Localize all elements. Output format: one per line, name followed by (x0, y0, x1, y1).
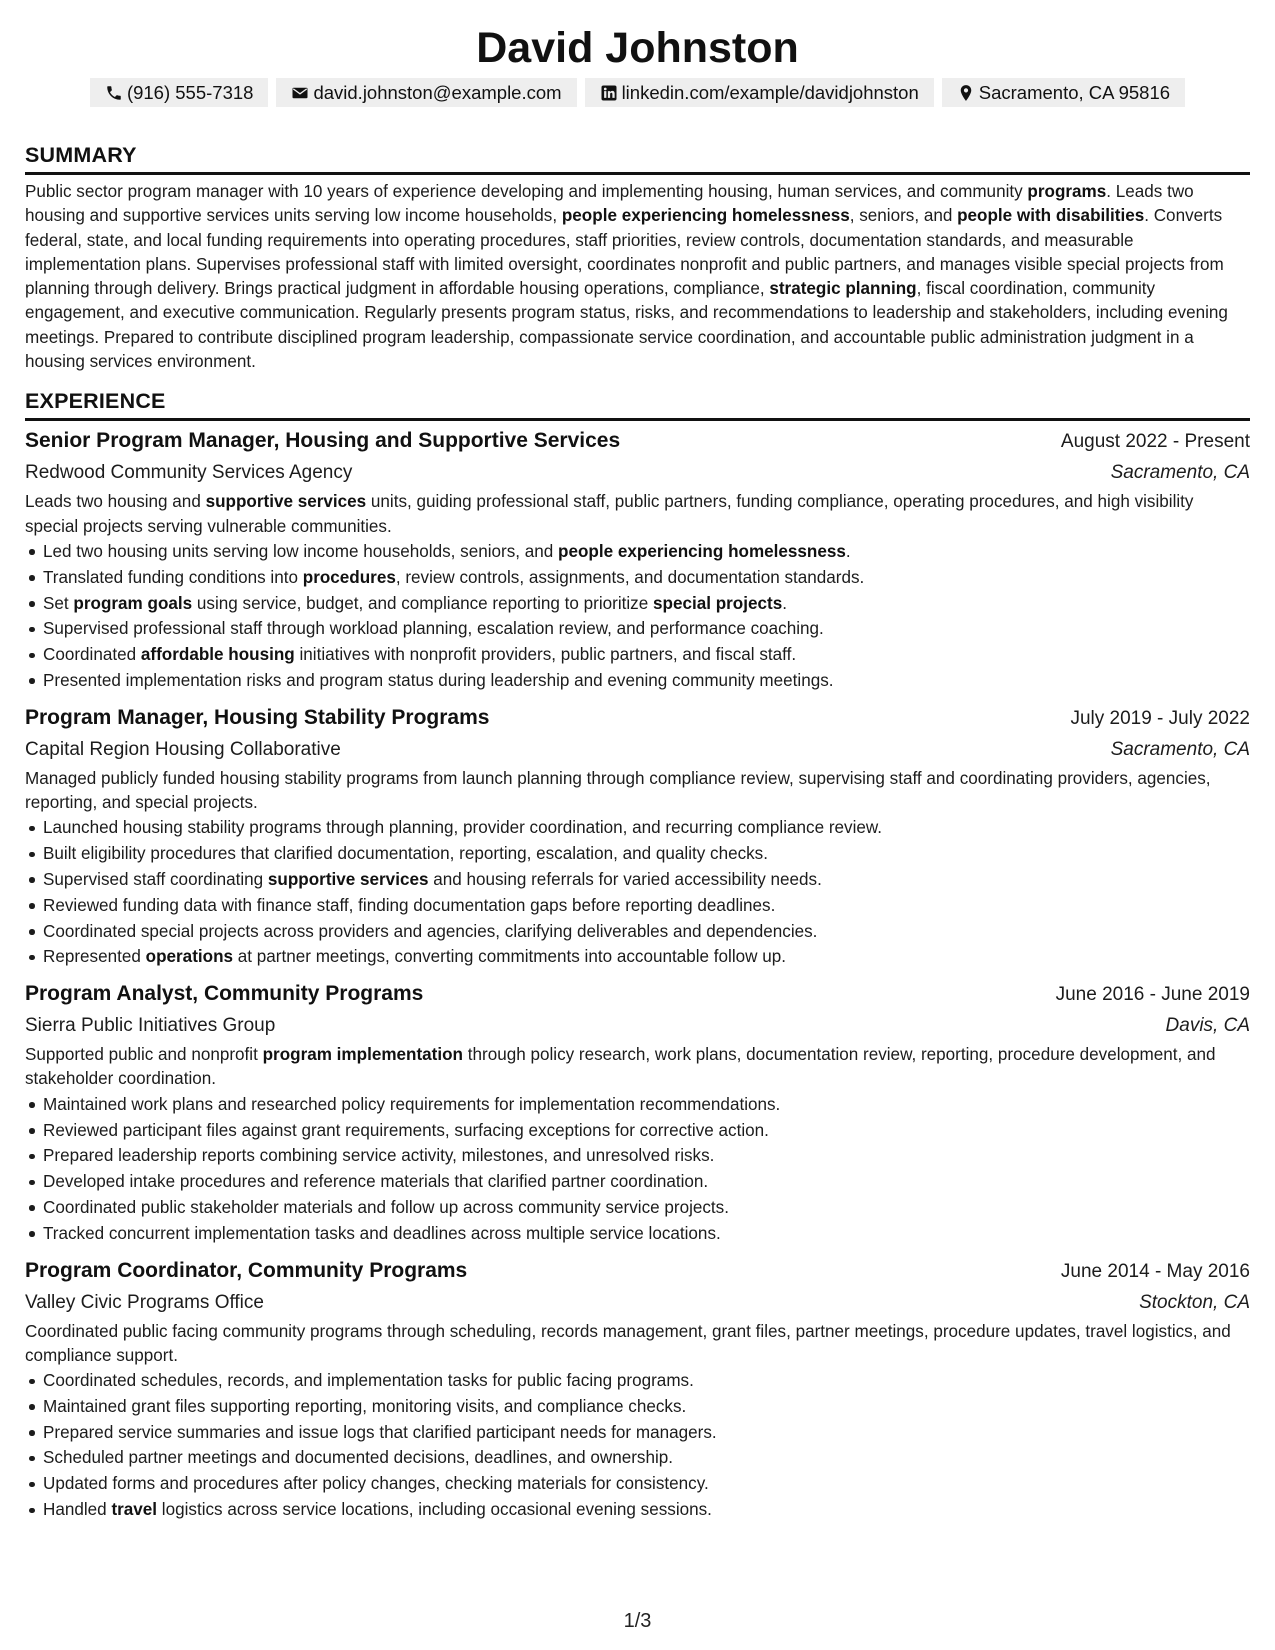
job-description (25, 490, 1250, 539)
text-run: Tracked concurrent implementation tasks and deadlines across multiple service locations. (43, 1223, 721, 1243)
bold-keyword: people experiencing homelessness (558, 541, 846, 561)
text-run: Supported public and nonprofit (25, 1045, 263, 1065)
job-location: Davis, CA (1165, 1015, 1250, 1037)
job-bullet (43, 867, 1250, 893)
bold-keyword: supportive services (205, 492, 367, 512)
bold-keyword: supportive services (267, 869, 429, 889)
job-bullet (43, 668, 1250, 694)
bold-keyword: programs (1027, 182, 1107, 201)
bold-keyword: people with disabilities (957, 206, 1145, 226)
text-run: and housing referrals for varied accessibility needs. (428, 869, 822, 889)
text-run: logistics across service locations, including occasional evening sessions. (157, 1500, 712, 1520)
text-run: , seniors, and (849, 206, 958, 226)
text-run: Reviewed participant files against grant requirements, surfacing exceptions for corrective action. (43, 1120, 769, 1140)
contact-phone[interactable] (90, 78, 269, 107)
text-run: Built eligibility procedures that clarified documentation, reporting, escalation, and quality checks. (43, 844, 768, 864)
experience-heading: EXPERIENCE (25, 388, 1250, 421)
job-bullet (43, 1445, 1250, 1471)
map-pin-icon (957, 84, 975, 102)
job-org-row (25, 457, 1250, 488)
summary-section (25, 142, 1250, 374)
job-dates: July 2019 - July 2022 (1070, 707, 1250, 729)
text-run: Represented (43, 947, 146, 967)
job-bullet (43, 893, 1250, 919)
job-bullet (43, 616, 1250, 642)
job-title: Program Coordinator, Community Programs (25, 1258, 468, 1282)
job-entry (25, 703, 1250, 970)
job-bullet (43, 919, 1250, 945)
resume-page (25, 0, 1250, 1532)
text-run: Developed intake procedures and reference materials that clarified partner coordination. (43, 1172, 709, 1192)
text-run: Updated forms and procedures after policy changes, checking materials for consistency. (43, 1474, 709, 1494)
linkedin-icon (600, 84, 618, 102)
contact-linkedin-text: linkedin.com/example/davidjohnston (621, 81, 919, 103)
contact-bar (25, 78, 1250, 107)
text-run: , fiscal coordination, community engagement, and executive communication. Regularly presents program status, risks, and recommendations to leadership and stakeholders, including evening meetings. Prepared to contribute disciplined program leadership, compassionate service coordination, and accountable public administration judgment in a housing services environment. (25, 279, 1228, 372)
job-list (25, 426, 1250, 1523)
candidate-name: David Johnston (476, 24, 799, 72)
job-organization: Valley Civic Programs Office (25, 1291, 264, 1313)
summary-heading: SUMMARY (25, 142, 1250, 175)
text-run: . Converts federal, state, and local funding requirements into operating procedures, staff priorities, review controls, documentation standards, and measurable implementation plans. Supervises professional staff with limited oversight, coordinates nonprofit and public partners, and manages visible special projects from planning through delivery. Brings practical judgment in affordable housing operations, compliance, (25, 206, 1224, 299)
page-number: 1/3 (623, 1610, 652, 1632)
job-description (25, 1043, 1250, 1092)
job-dates: August 2022 - Present (1060, 431, 1250, 453)
text-run: . Leads two housing and supportive services units serving low income households, (25, 182, 1194, 226)
job-location: Stockton, CA (1139, 1291, 1250, 1313)
text-run: Reviewed funding data with finance staff, finding documentation gaps before reporting deadlines. (43, 895, 776, 915)
job-description (25, 767, 1250, 816)
text-run: Coordinated special projects across providers and agencies, clarifying deliverables and dependencies. (43, 921, 818, 941)
experience-section (25, 388, 1250, 1523)
contact-phone-text: (916) 555-7318 (126, 81, 254, 103)
text-run: Supervised professional staff through workload planning, escalation review, and performance coaching. (43, 619, 824, 639)
job-header (25, 1256, 1250, 1287)
job-bullet-list (25, 539, 1250, 694)
job-location: Sacramento, CA (1110, 462, 1250, 484)
text-run: Supervised staff coordinating (43, 869, 268, 889)
job-bullet (43, 1420, 1250, 1446)
text-run: Coordinated schedules, records, and implementation tasks for public facing programs. (43, 1371, 694, 1391)
text-run: initiatives with nonprofit providers, public partners, and fiscal staff. (294, 645, 797, 665)
bold-keyword: program goals (73, 593, 193, 613)
text-run: . (845, 541, 851, 561)
job-bullet (43, 841, 1250, 867)
job-header (25, 703, 1250, 734)
text-run: Managed publicly funded housing stability programs from launch planning through compliance review, supervising staff and coordinating providers, agencies, reporting, and special projects. (25, 768, 1211, 813)
job-bullet-list (25, 1092, 1250, 1247)
job-org-row (25, 734, 1250, 765)
job-bullet (43, 591, 1250, 617)
job-bullet (43, 1143, 1250, 1169)
bold-keyword: procedures (302, 567, 396, 587)
job-bullet (43, 1394, 1250, 1420)
text-run: Leads two housing and (25, 492, 206, 512)
job-entry (25, 1256, 1250, 1523)
text-run: through policy research, work plans, documentation review, reporting, procedure development, and stakeholder coordination. (25, 1045, 1216, 1089)
bold-keyword: people experiencing homelessness (561, 206, 850, 226)
bold-keyword: affordable housing (140, 645, 295, 665)
text-run: , review controls, assignments, and documentation standards. (395, 567, 865, 587)
job-bullet (43, 1118, 1250, 1144)
envelope-icon (291, 84, 309, 102)
text-run: Translated funding conditions into (43, 567, 303, 587)
text-run: . (782, 593, 787, 613)
job-location: Sacramento, CA (1110, 738, 1250, 760)
bold-keyword: program implementation (262, 1045, 463, 1065)
job-bullet-list (25, 815, 1250, 970)
job-org-row (25, 1010, 1250, 1041)
contact-location-text: Sacramento, CA 95816 (978, 81, 1171, 103)
text-run: Coordinated public stakeholder materials and follow up across community service projects. (43, 1197, 729, 1217)
job-organization: Capital Region Housing Collaborative (25, 738, 341, 760)
contact-email[interactable] (276, 78, 576, 107)
job-bullet (43, 1092, 1250, 1118)
text-run: Coordinated (43, 645, 141, 665)
job-title: Program Analyst, Community Programs (25, 982, 424, 1006)
text-run: using service, budget, and compliance reporting to prioritize (192, 593, 653, 613)
job-bullet (43, 565, 1250, 591)
bold-keyword: strategic planning (769, 279, 917, 299)
contact-linkedin[interactable] (585, 78, 934, 107)
contact-location (942, 78, 1185, 107)
summary-text (25, 180, 1250, 374)
text-run: Maintained work plans and researched policy requirements for implementation recommendations. (43, 1094, 781, 1114)
job-entry (25, 979, 1250, 1246)
bold-keyword: special projects (653, 593, 783, 613)
text-run: Prepared leadership reports combining service activity, milestones, and unresolved risks. (43, 1146, 715, 1166)
job-dates: June 2014 - May 2016 (1060, 1260, 1250, 1282)
bold-keyword: travel (111, 1500, 158, 1520)
contact-email-text: david.johnston@example.com (313, 81, 562, 103)
text-run: Maintained grant files supporting reporting, monitoring visits, and compliance checks. (43, 1396, 687, 1416)
job-bullet (43, 1368, 1250, 1394)
job-title: Senior Program Manager, Housing and Supportive Services (25, 429, 621, 453)
job-org-row (25, 1287, 1250, 1318)
text-run: Presented implementation risks and program status during leadership and evening community meetings. (43, 670, 834, 690)
job-bullet (43, 815, 1250, 841)
bold-keyword: operations (145, 947, 234, 967)
job-bullet (43, 944, 1250, 970)
job-bullet-list (25, 1368, 1250, 1523)
job-description (25, 1320, 1250, 1369)
job-bullet (43, 1169, 1250, 1195)
text-run: Scheduled partner meetings and documented decisions, deadlines, and ownership. (43, 1448, 674, 1468)
job-title: Program Manager, Housing Stability Programs (25, 705, 490, 729)
job-header (25, 426, 1250, 457)
text-run: Public sector program manager with 10 years of experience developing and implementing housing, human services, and community (25, 182, 1028, 201)
text-run: Set (43, 593, 74, 613)
text-run: Prepared service summaries and issue logs that clarified participant needs for managers. (43, 1422, 717, 1442)
job-dates: June 2016 - June 2019 (1055, 984, 1250, 1006)
job-entry (25, 426, 1250, 693)
text-run: units, guiding professional staff, public partners, funding compliance, operating procedures, and high visibility special projects serving vulnerable communities. (25, 492, 1194, 536)
text-run: at partner meetings, converting commitments into accountable follow up. (233, 947, 787, 967)
job-bullet (43, 642, 1250, 668)
text-run: Launched housing stability programs through planning, provider coordination, and recurring compliance review. (43, 818, 883, 838)
text-run: Coordinated public facing community programs through scheduling, records management, grant files, partner meetings, procedure updates, travel logistics, and compliance support. (25, 1321, 1231, 1365)
job-header (25, 979, 1250, 1010)
text-run: Handled (43, 1500, 112, 1520)
job-bullet (43, 1195, 1250, 1221)
job-bullet (43, 1471, 1250, 1497)
job-organization: Redwood Community Services Agency (25, 462, 353, 484)
job-bullet (43, 1497, 1250, 1523)
job-bullet (43, 539, 1250, 565)
job-bullet (43, 1221, 1250, 1247)
job-organization: Sierra Public Initiatives Group (25, 1015, 276, 1037)
text-run: Led two housing units serving low income households, seniors, and (43, 541, 559, 561)
phone-icon (105, 84, 123, 102)
